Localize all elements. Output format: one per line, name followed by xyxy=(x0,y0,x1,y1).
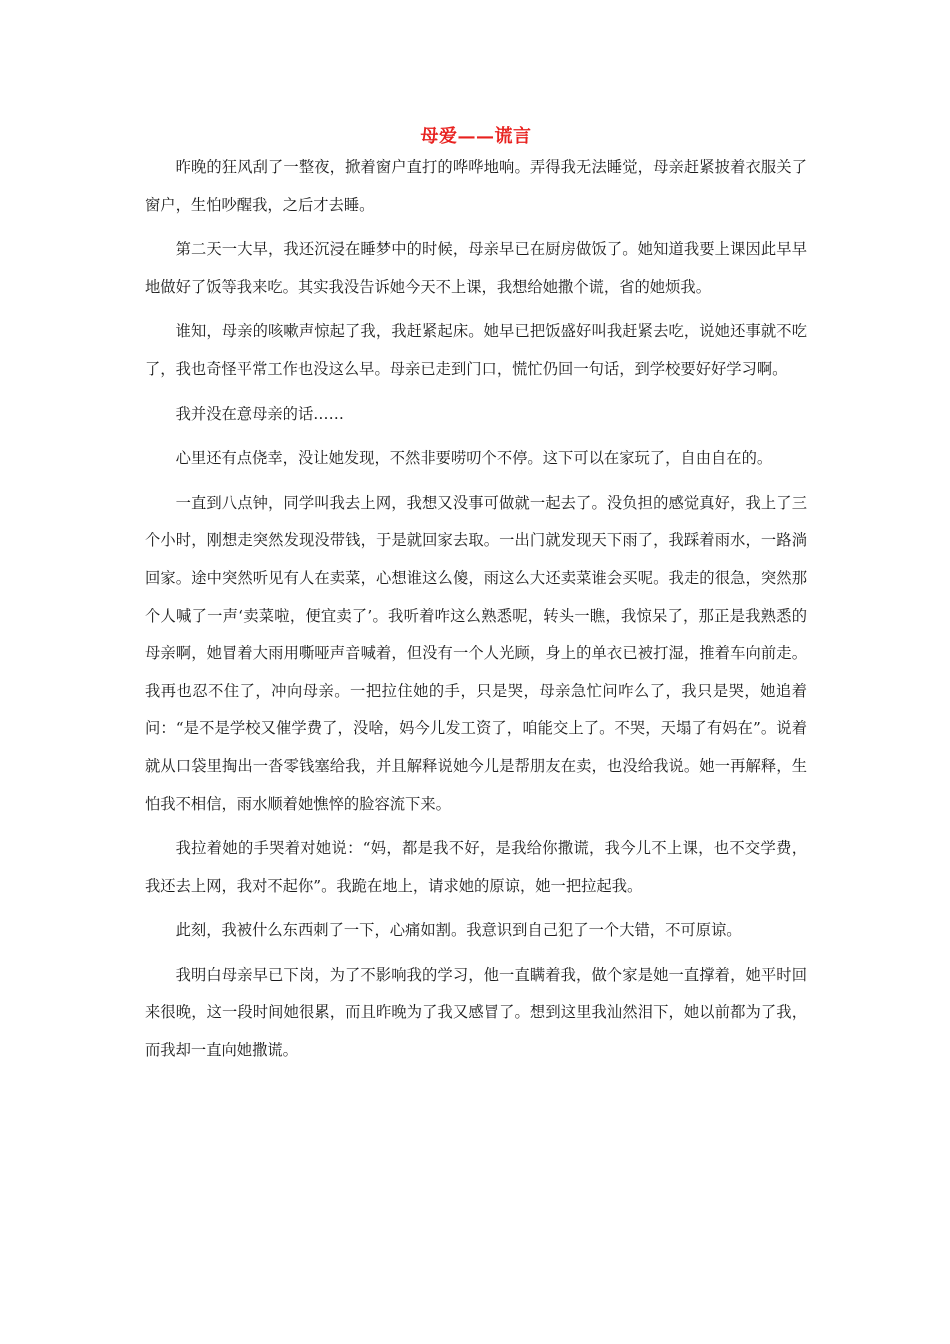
paragraph-2: 第二天一大早，我还沉浸在睡梦中的时候，母亲早已在厨房做饭了。她知道我要上课因此早早地做好了饭等我来吃。其实我没告诉她今天不上课，我想给她撒个谎，省的她烦我。 xyxy=(145,240,807,296)
paragraph-9: 我明白母亲早已下岗，为了不影响我的学习，他一直瞒着我，做个家是她一直撑着，她平时回来很晚，这一段时间她很累，而且昨晚为了我又感冒了。想到这里我汕然泪下，她以前都为了我，而我却一直向她撒谎。 xyxy=(145,965,807,1060)
paragraph-7: 我拉着她的手哭着对她说：“妈，都是我不好，是我给你撒谎，我今儿不上课，也不交学费，我还去上网，我对不起你”。我跪在地上，请求她的原谅，她一把拉起我。 xyxy=(145,839,807,895)
paragraph-3: 谁知，母亲的咳嗽声惊起了我，我赶紧起床。她早已把饭盛好叫我赶紧去吃，说她还事就不吃了，我也奇怪平常工作也没这么早。母亲已走到门口，慌忙仍回一句话，到学校要好好学习啊。 xyxy=(145,322,807,378)
paragraph-4: 我并没在意母亲的话…… xyxy=(175,404,344,423)
paragraph-8: 此刻，我被什么东西刺了一下，心痛如割。我意识到自己犯了一个大错，不可原谅。 xyxy=(175,921,742,940)
paragraph-6: 一直到八点钟，同学叫我去上网，我想又没事可做就一起去了。没负担的感觉真好，我上了三个小时，刚想走突然发现没带钱，于是就回家去取。一出门就发现天下雨了，我踩着雨水，一路淌回家。途中突然听见有人在卖菜，心想谁这么傻，雨这么大还卖菜谁会买呢。我走的很急，突然那个人喊了一声‘卖菜啦，便宜卖了’。我听着咋这么熟悉呢，转头一瞧，我惊呆了，那正是我熟悉的母亲啊，她冒着大雨用嘶哑声音喊着，但没有一个人光顾，身上的单衣已被打湿，推着车向前走。我再也忍不住了，冲向母亲。一把拉住她的手，只是哭，母亲急忙问咋么了，我只是哭，她追着问：“是不是学校又催学费了，没啥，妈今儿发工资了，咱能交上了。不哭，天塌了有妈在”。说着就从口袋里掏出一沓零钱塞给我，并且解释说她今儿是帮朋友在卖，也没给我说。她一再解释，生怕我不相信，雨水顺着她憔悴的脸容流下来。 xyxy=(145,493,807,813)
document-page xyxy=(145,122,807,1077)
paragraph-1: 昨晚的狂风刮了一整夜，掀着窗户直打的哗哗地响。弄得我无法睡觉，母亲赶紧披着衣服关了窗户，生怕吵醒我，之后才去睡。 xyxy=(145,158,807,214)
paragraph-5: 心里还有点侥幸，没让她发现，不然非要唠叨个不停。这下可以在家玩了，自由自在的。 xyxy=(175,449,773,468)
document-title: 母爱——谎言 xyxy=(420,126,532,147)
